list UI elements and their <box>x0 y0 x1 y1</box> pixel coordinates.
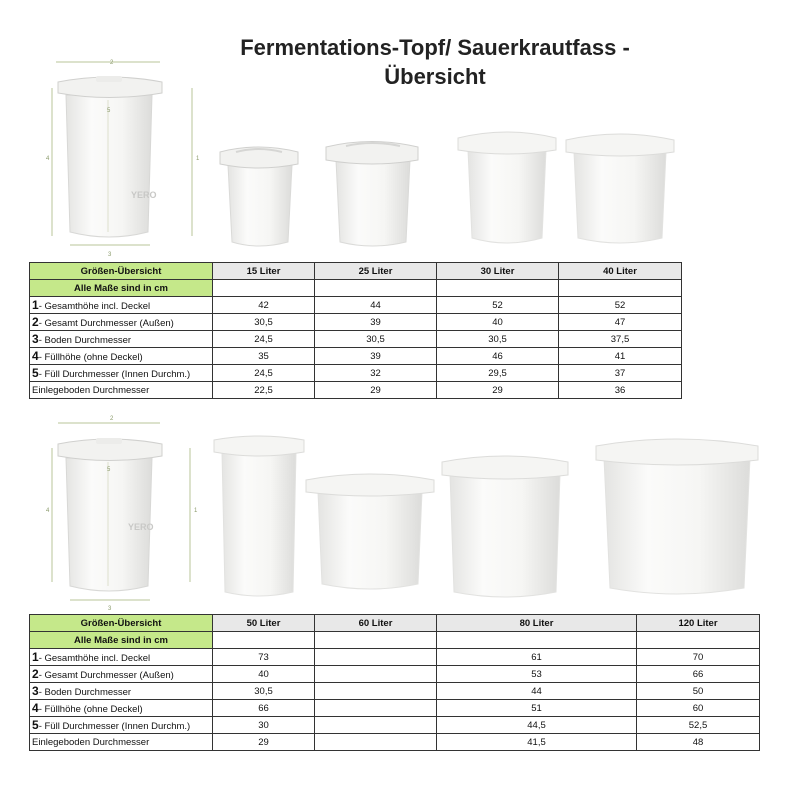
table-cell: 29 <box>437 382 559 399</box>
column-header: 60 Liter <box>315 615 437 632</box>
table-cell: 40 <box>213 666 315 683</box>
dim-marker-3: 3 <box>108 252 112 258</box>
table-row <box>30 297 682 314</box>
row-number: 2 <box>32 315 39 329</box>
row-number: 3 <box>32 684 39 698</box>
table-cell: 44 <box>437 683 637 700</box>
row-label: - Gesamt Durchmesser (Außen) <box>38 670 174 681</box>
table-cell: 47 <box>559 314 682 331</box>
row-number: 5 <box>32 366 39 380</box>
table-cell <box>315 734 437 751</box>
table-cell: 46 <box>437 348 559 365</box>
tub-image-80-liter <box>442 456 568 597</box>
column-header: 30 Liter <box>437 263 559 280</box>
table-cell: 73 <box>213 649 315 666</box>
row-label: Einlegeboden Durchmesser <box>32 384 150 396</box>
table-row <box>30 717 760 734</box>
tub-image-60-liter <box>306 474 434 589</box>
table-cell: 52 <box>559 297 682 314</box>
column-header: 25 Liter <box>315 263 437 280</box>
table-row <box>30 348 682 365</box>
table-row <box>30 734 760 751</box>
table-row <box>30 683 760 700</box>
table-cell: 50 <box>637 683 760 700</box>
table-cell: 41,5 <box>437 734 637 751</box>
row-label: - Gesamthöhe incl. Deckel <box>38 653 151 664</box>
row-label: - Gesamt Durchmesser (Außen) <box>38 318 174 329</box>
row-label: - Gesamthöhe incl. Deckel <box>38 301 151 312</box>
column-header: 50 Liter <box>213 615 315 632</box>
row-label: Einlegeboden Durchmesser <box>32 736 150 748</box>
table-cell: 22,5 <box>213 382 315 399</box>
row-label: - Boden Durchmesser <box>38 335 132 346</box>
table-header-label: Größen-Übersicht <box>30 615 213 632</box>
tub-image-30-liter <box>458 132 556 243</box>
table-cell: 35 <box>213 348 315 365</box>
table-cell: 29 <box>315 382 437 399</box>
table-cell: 48 <box>637 734 760 751</box>
table-row <box>30 382 682 399</box>
tub-image-120-liter <box>596 439 758 594</box>
table-cell: 24,5 <box>213 365 315 382</box>
row-number: 4 <box>32 701 39 715</box>
table-subheader-row <box>30 632 760 649</box>
page-title-line1: Fermentations-Topf/ Sauerkrautfass - <box>240 35 630 60</box>
table-cell: 30,5 <box>437 331 559 348</box>
row-label: - Boden Durchmesser <box>38 687 132 698</box>
table-cell: 29,5 <box>437 365 559 382</box>
table-row <box>30 331 682 348</box>
page-title-line2: Übersicht <box>384 64 486 89</box>
table-cell: 30 <box>213 717 315 734</box>
table-subheader-row <box>30 280 682 297</box>
table-cell: 42 <box>213 297 315 314</box>
logo-text: YERO <box>131 190 157 200</box>
dim-marker-2: 2 <box>110 60 114 66</box>
table-header-row <box>30 263 682 280</box>
table-row <box>30 314 682 331</box>
dim-marker-5: 5 <box>107 467 111 473</box>
table-cell: 60 <box>637 700 760 717</box>
row-label: - Füll Durchmesser (Innen Durchm.) <box>38 721 191 732</box>
row-number: 3 <box>32 332 39 346</box>
table-cell: 44 <box>315 297 437 314</box>
column-header: 15 Liter <box>213 263 315 280</box>
dim-marker-4: 4 <box>46 508 50 514</box>
table-cell: 44,5 <box>437 717 637 734</box>
table-cell: 37 <box>559 365 682 382</box>
size-table-2 <box>29 614 760 751</box>
table-cell: 51 <box>437 700 637 717</box>
table-row <box>30 649 760 666</box>
product-images-row-1 <box>0 50 800 260</box>
dim-marker-1: 1 <box>194 508 198 514</box>
table-header-label: Größen-Übersicht <box>30 263 213 280</box>
table-cell: 37,5 <box>559 331 682 348</box>
column-header: 80 Liter <box>437 615 637 632</box>
table-cell: 70 <box>637 649 760 666</box>
logo-text: YERO <box>128 522 154 532</box>
table-cell: 24,5 <box>213 331 315 348</box>
dim-marker-2: 2 <box>110 416 114 422</box>
table-cell: 66 <box>637 666 760 683</box>
size-table-1 <box>29 262 682 399</box>
table-cell: 52 <box>437 297 559 314</box>
table-row <box>30 365 682 382</box>
column-header: 40 Liter <box>559 263 682 280</box>
dim-marker-5: 5 <box>107 108 111 114</box>
row-label: - Füllhöhe (ohne Deckel) <box>38 352 143 363</box>
row-number: 2 <box>32 667 39 681</box>
table-header-row <box>30 615 760 632</box>
table-cell: 39 <box>315 314 437 331</box>
table-cell: 61 <box>437 649 637 666</box>
dimension-diagram-tub <box>46 416 198 612</box>
units-note: Alle Maße sind in cm <box>30 632 213 649</box>
table-cell: 30,5 <box>213 314 315 331</box>
table-cell: 29 <box>213 734 315 751</box>
units-note: Alle Maße sind in cm <box>30 280 213 297</box>
table-cell: 30,5 <box>213 683 315 700</box>
table-cell: 52,5 <box>637 717 760 734</box>
table-cell <box>315 683 437 700</box>
dim-marker-3: 3 <box>108 606 112 612</box>
table-row <box>30 700 760 717</box>
product-images-row-2 <box>0 416 800 615</box>
table-cell: 39 <box>315 348 437 365</box>
tub-image-50-liter <box>214 436 304 596</box>
table-cell: 36 <box>559 382 682 399</box>
row-number: 5 <box>32 718 39 732</box>
table-cell: 40 <box>437 314 559 331</box>
dim-marker-1: 1 <box>196 156 200 162</box>
row-number: 4 <box>32 349 39 363</box>
table-cell: 53 <box>437 666 637 683</box>
dimension-diagram-tub <box>46 60 200 258</box>
table-cell <box>315 717 437 734</box>
table-cell <box>315 700 437 717</box>
tub-image-40-liter <box>566 134 674 243</box>
row-label: - Füllhöhe (ohne Deckel) <box>38 704 143 715</box>
dim-marker-4: 4 <box>46 156 50 162</box>
table-row <box>30 666 760 683</box>
table-cell: 30,5 <box>315 331 437 348</box>
table-cell <box>315 666 437 683</box>
table-cell: 66 <box>213 700 315 717</box>
column-header: 120 Liter <box>637 615 760 632</box>
table-cell <box>315 649 437 666</box>
row-number: 1 <box>32 298 39 312</box>
tub-image-25-liter <box>326 142 418 247</box>
table-cell: 32 <box>315 365 437 382</box>
table-cell: 41 <box>559 348 682 365</box>
row-number: 1 <box>32 650 39 664</box>
row-label: - Füll Durchmesser (Innen Durchm.) <box>38 369 191 380</box>
tub-image-15-liter <box>220 147 298 246</box>
